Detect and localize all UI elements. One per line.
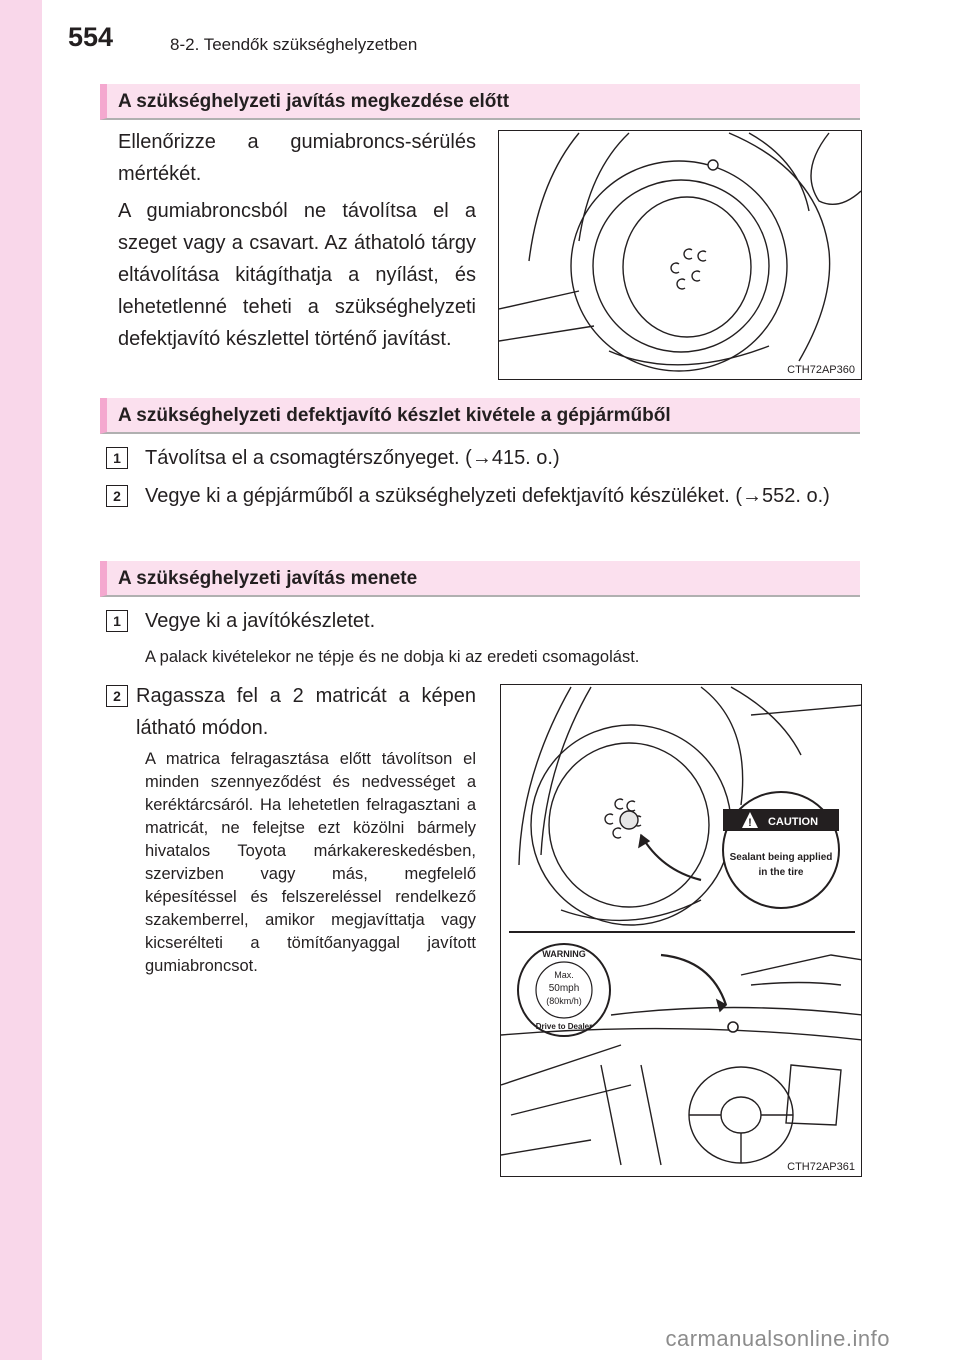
caution-sticker-icon xyxy=(723,792,839,908)
side-color-strip xyxy=(0,0,42,1360)
page-number: 554 xyxy=(68,22,114,52)
step-number-badge: 1 xyxy=(106,610,128,632)
figure-sticker-placement xyxy=(500,684,862,1177)
sticker-position-icon xyxy=(620,811,638,829)
svg-text:Max.: Max. xyxy=(554,970,574,980)
nail-icon xyxy=(708,160,718,170)
svg-text:Drive to Dealer: Drive to Dealer xyxy=(535,1022,593,1031)
figure-tire-with-nail xyxy=(498,130,862,380)
step-number-badge: 2 xyxy=(106,685,128,707)
chapter-title: 8-2. Teendők szükséghelyzetben xyxy=(170,35,418,54)
step-number-badge: 1 xyxy=(106,447,128,469)
step-remove-floor-mat: Távolítsa el a csomagtérszőnyeget. (→415. o.) xyxy=(145,447,560,469)
watermark: carmanualsonline.info xyxy=(665,1326,890,1351)
svg-text:(80km/h): (80km/h) xyxy=(546,996,582,1006)
section-heading-kit-removal: A szükséghelyzeti defektjavító készlet kivétele a gépjárműből xyxy=(100,398,860,434)
warning-sticker-icon xyxy=(518,944,610,1036)
svg-text:WARNING: WARNING xyxy=(542,949,586,959)
figure-code: CTH72AP360 xyxy=(787,364,855,376)
tire-illustration xyxy=(499,131,862,380)
note-keep-packaging: A palack kivételekor ne tépje és ne dobja ki az eredeti csomagolást. xyxy=(145,648,640,666)
paragraph-check-damage: Ellenőrizze a gumiabroncs-sérülés mértékét. xyxy=(118,131,476,185)
svg-text:!: ! xyxy=(748,817,752,829)
paragraph-do-not-remove-nail: A gumiabroncsból ne távolítsa el a szeget vagy a csavart. Az áthatoló tárgy eltávolítása kitágíthatja a nyílást, és lehetetlenné teheti a szükséghelyzeti defektjavító készlettel történő javítást. xyxy=(118,200,476,350)
svg-text:in the tire: in the tire xyxy=(758,867,804,878)
svg-text:CAUTION: CAUTION xyxy=(767,816,819,828)
svg-text:50mph: 50mph xyxy=(548,983,580,994)
section-heading-repair-procedure: A szükséghelyzeti javítás menete xyxy=(100,561,860,597)
section-heading-before-repair: A szükséghelyzeti javítás megkezdése előtt xyxy=(100,84,860,120)
note-sticker-instructions: A matrica felragasztása előtt távolítson el minden szennyeződést és nedvességet a keréktárcsáról. Ha lehetetlen felragasztani a matricát, ne felejtse ezt közölni bármely hivatalos Toyota márkakereskedésben, szervizben vagy más, megfelelő képesítéssel és felszereléssel rendelkező szakemberrel, amikor megjavíttatja vagy kicserélteti a tömítőanyaggal javított gumiabroncsot. xyxy=(145,750,476,975)
figure-code: CTH72AP361 xyxy=(787,1161,855,1173)
warning-sticker-position-icon xyxy=(728,1022,738,1032)
step-number-badge: 2 xyxy=(106,485,128,507)
step-apply-stickers: Ragassza fel a 2 matricát a képen látható módon. xyxy=(136,685,476,739)
sticker-placement-illustration xyxy=(501,685,862,1177)
svg-text:Sealant being applied: Sealant being applied xyxy=(729,852,833,863)
step-take-out-repair-kit: Vegye ki a javítókészletet. xyxy=(145,610,376,632)
step-take-out-kit: Vegye ki a gépjárműből a szükséghelyzeti defektjavító készüléket. (→552. o.) xyxy=(145,485,830,507)
